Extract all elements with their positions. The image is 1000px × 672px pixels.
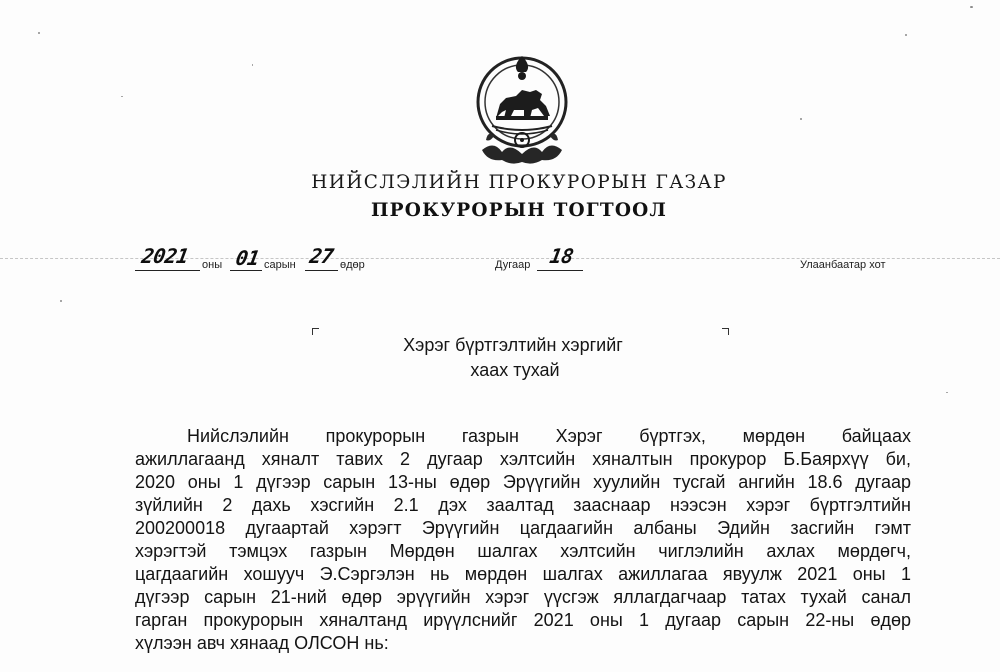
year-value: 2021 bbox=[139, 244, 191, 268]
body-line: гарган прокурорын хяналтанд ирүүлснийг 2021 оны 1 дугаар сарын 22-ны өдөр bbox=[135, 610, 911, 630]
number-label: Дугаар bbox=[495, 259, 531, 271]
body-line: хэрэгтэй тэмцэх газрын Мөрдөн шалгах хэлтсийн чиглэлийн ахлах мөрдөгч, bbox=[135, 541, 911, 561]
scan-speck bbox=[38, 32, 40, 34]
scan-speck bbox=[800, 118, 802, 120]
city-label: Улаанбаатар хот bbox=[800, 259, 886, 271]
org-name: НИЙСЛЭЛИЙН ПРОКУРОРЫН ГАЗАР bbox=[311, 172, 727, 193]
scan-speck bbox=[252, 64, 253, 66]
scan-speck bbox=[905, 34, 907, 36]
day-label: өдөр bbox=[340, 259, 365, 271]
month-blank bbox=[230, 270, 262, 271]
scan-speck bbox=[60, 300, 62, 302]
scan-speck bbox=[121, 96, 123, 97]
number-blank bbox=[537, 270, 583, 271]
document-type-title: ПРОКУРОРЫН ТОГТООЛ bbox=[370, 200, 668, 221]
year-blank bbox=[135, 270, 200, 271]
number-value: 18 bbox=[547, 244, 576, 268]
body-paragraph bbox=[135, 425, 911, 655]
body-line: дүгээр сарын 21-ний өдөр эрүүгийн хэрэг үүсгэж яллагдагчаар татах тухай санал bbox=[135, 587, 911, 607]
subject-line-2: хаах тухай bbox=[470, 360, 560, 380]
subject-line-1: Хэрэг бүртгэлтийн хэргийг bbox=[403, 335, 623, 355]
mongolian-state-emblem-icon bbox=[466, 50, 578, 168]
body-line: зүйлийн 2 дахь хэсгийн 2.1 дэх заалтад зааснаар нээсэн хэрэг бүртгэлтийн bbox=[135, 495, 911, 515]
subject-bracket-left bbox=[312, 328, 319, 335]
day-blank bbox=[305, 270, 338, 271]
year-label: оны bbox=[202, 259, 223, 271]
month-label: сарын bbox=[264, 259, 296, 271]
day-value: 27 bbox=[307, 244, 336, 268]
month-value: 01 bbox=[233, 246, 262, 270]
subject-bracket-right bbox=[722, 328, 729, 335]
body-line: хүлээн авч хянаад ОЛСОН нь: bbox=[135, 633, 389, 653]
body-line: цагдаагийн хошууч Э.Сэргэлэн нь мөрдөн шалгах ажиллагаа явуулж 2021 оны 1 bbox=[135, 564, 911, 584]
scan-speck bbox=[970, 6, 973, 8]
body-line: ажиллагаанд хяналт тавих 2 дугаар хэлтсийн хяналтын прокурор Б.Баярхүү би, bbox=[135, 449, 911, 469]
scan-speck bbox=[946, 392, 948, 393]
body-line: 2020 оны 1 дүгээр сарын 13-ны өдөр Эрүүгийн хуулийн тусгай ангийн 18.6 дугаар bbox=[135, 472, 911, 492]
body-line: Нийслэлийн прокурорын газрын Хэрэг бүртгэх, мөрдөн байцаах bbox=[187, 426, 911, 446]
body-line: 200200018 дугаартай хэрэгт Эрүүгийн цагдаагийн албаны Эдийн засгийн гэмт bbox=[135, 518, 911, 538]
